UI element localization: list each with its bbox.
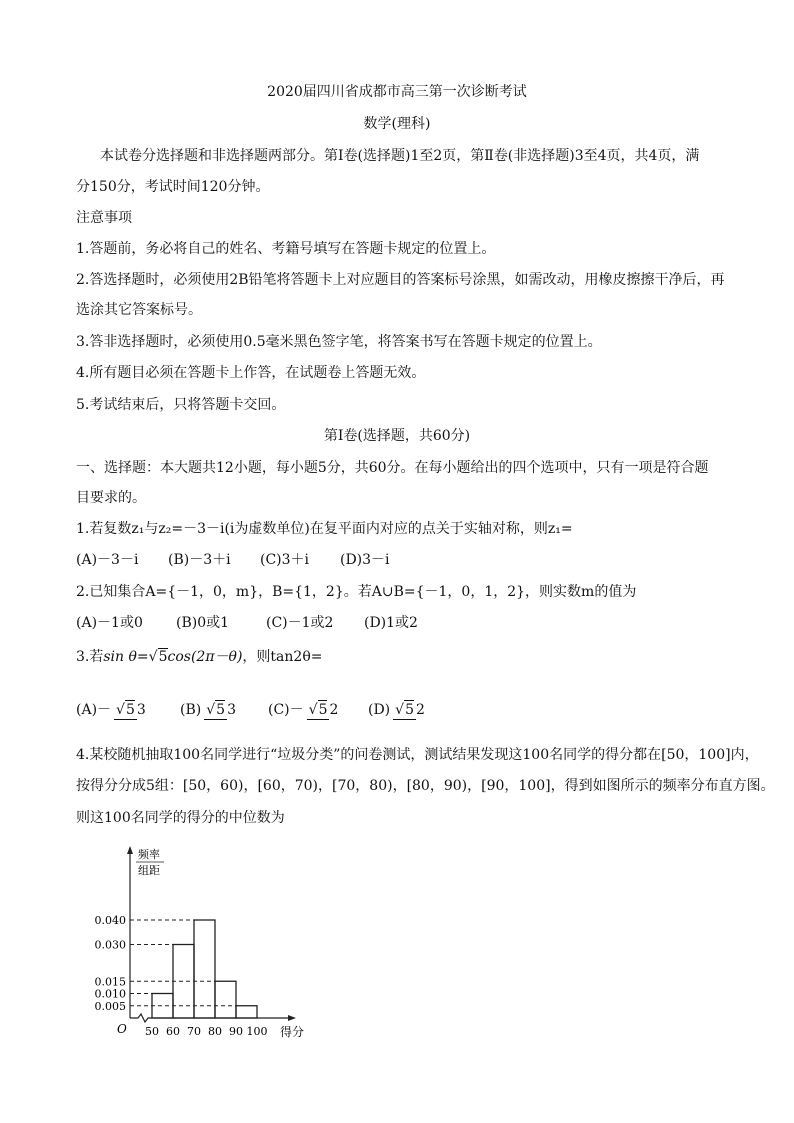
q3-option-c: (C)－ √5 2 <box>268 702 339 718</box>
y-tick-label: 0.015 <box>94 975 126 989</box>
y-axis-arrow <box>127 846 133 854</box>
q1-options <box>76 550 390 570</box>
histogram-bar <box>215 981 236 1018</box>
sqrt-symbol: √ <box>148 649 158 665</box>
notice-title: 注意事项 <box>76 210 132 226</box>
x-axis-arrow <box>288 1015 296 1021</box>
q1-option-c: (C)3＋i <box>260 552 310 568</box>
q2-option-a: (A)－1或0 <box>76 615 143 631</box>
notice-item: 5.考试结束后，只将答题卡交回。 <box>76 397 286 413</box>
q3-option-d: (D) √5 2 <box>368 702 425 718</box>
part1-instructions: 一、选择题：本大题共12小题，每小题5分，共60分。在每小题给出的四个选项中，只有一项是符合题 <box>76 460 709 476</box>
q2-option-c: (C)－1或2 <box>266 615 334 631</box>
x-tick-label: 80 <box>208 1025 222 1038</box>
q4-stem-line-3: 则这100名同学的得分的中位数为 <box>76 810 285 826</box>
exam-subtitle: 数学(理科) <box>363 116 431 132</box>
q3-option-a: (A)－ √5 3 <box>76 702 146 718</box>
intro-line-2: 分150分，考试时间120分钟。 <box>76 179 270 195</box>
y-axis-label-denominator: 组距 <box>138 864 160 877</box>
x-tick-label: 100 <box>246 1025 268 1038</box>
q1-option-a: (A)－3－i <box>76 552 139 568</box>
notice-item: 4.所有题目必须在答题卡上作答，在试题卷上答题无效。 <box>76 365 426 381</box>
y-axis-label-numerator: 频率 <box>138 848 160 861</box>
q1-option-d: (D)3－i <box>340 552 390 568</box>
y-tick-label: 0.030 <box>94 938 126 952</box>
q3-options <box>76 690 428 730</box>
exam-title: 2020届四川省成都市高三第一次诊断考试 <box>267 84 527 100</box>
q1-option-b: (B)－3＋i <box>168 552 231 568</box>
part1-title: 第Ⅰ卷(选择题，共60分) <box>323 428 471 444</box>
q3-option-b: (B) √5 3 <box>180 702 236 718</box>
part1-instructions-cont: 目要求的。 <box>76 490 146 506</box>
frequency-histogram <box>74 838 324 1043</box>
q2-option-d: (D)1或2 <box>364 615 418 631</box>
notice-item: 2.答选择题时，必须使用2B铅笔将答题卡上对应题目的答案标号涂黑，如需改动，用橡皮擦擦干净后，再 <box>76 272 725 288</box>
notice-item: 选涂其它答案标号。 <box>76 302 202 318</box>
x-tick-label: 60 <box>166 1025 180 1038</box>
x-tick-label: 90 <box>229 1025 243 1038</box>
intro-line-1: 本试卷分选择题和非选择题两部分。第Ⅰ卷(选择题)1至2页，第Ⅱ卷(非选择题)3至4页，共4页，满 <box>100 148 700 164</box>
q2-stem: 2.已知集合A={－1，0，m}，B={1，2}。若A∪B={－1，0，1，2}，则实数m的值为 <box>76 584 637 600</box>
q4-stem-line-1: 4.某校随机抽取100名同学进行“垃圾分类”的问卷测试，测试结果发现这100名同学的得分都在[50，100]内， <box>76 747 759 763</box>
q3-stem: 3.若sin θ=√5cos(2π－θ)，则tan2θ= <box>76 649 323 665</box>
y-tick-label: 0.010 <box>94 987 126 1001</box>
x-tick-label: 70 <box>187 1025 201 1038</box>
q4-stem-line-2: 按得分分成5组：[50，60)，[60，70)，[70，80)，[80，90)，[90，100]，得到如图所示的频率分布直方图。 <box>76 778 775 794</box>
q1-stem: 1.若复数z₁与z₂=－3－i(i为虚数单位)在复平面内对应的点关于实轴对称，则z₁= <box>76 521 573 537</box>
histogram-bar <box>236 1006 257 1018</box>
histogram-bar <box>194 920 215 1018</box>
y-tick-label: 0.005 <box>94 999 126 1013</box>
x-axis-label: 得分 <box>280 1025 305 1039</box>
q2-option-b: (B)0或1 <box>176 615 230 631</box>
origin-label: O <box>117 1022 127 1036</box>
histogram-bar <box>173 945 194 1019</box>
notice-item: 1.答题前，务必将自己的姓名、考籍号填写在答题卡规定的位置上。 <box>76 241 496 257</box>
histogram-bar <box>152 994 173 1019</box>
y-tick-label: 0.040 <box>94 914 126 927</box>
q2-options <box>76 613 418 633</box>
notice-item: 3.答非选择题时，必须使用0.5毫米黑色签字笔，将答案书写在答题卡规定的位置上。 <box>76 334 602 350</box>
x-tick-label: 50 <box>145 1025 159 1038</box>
